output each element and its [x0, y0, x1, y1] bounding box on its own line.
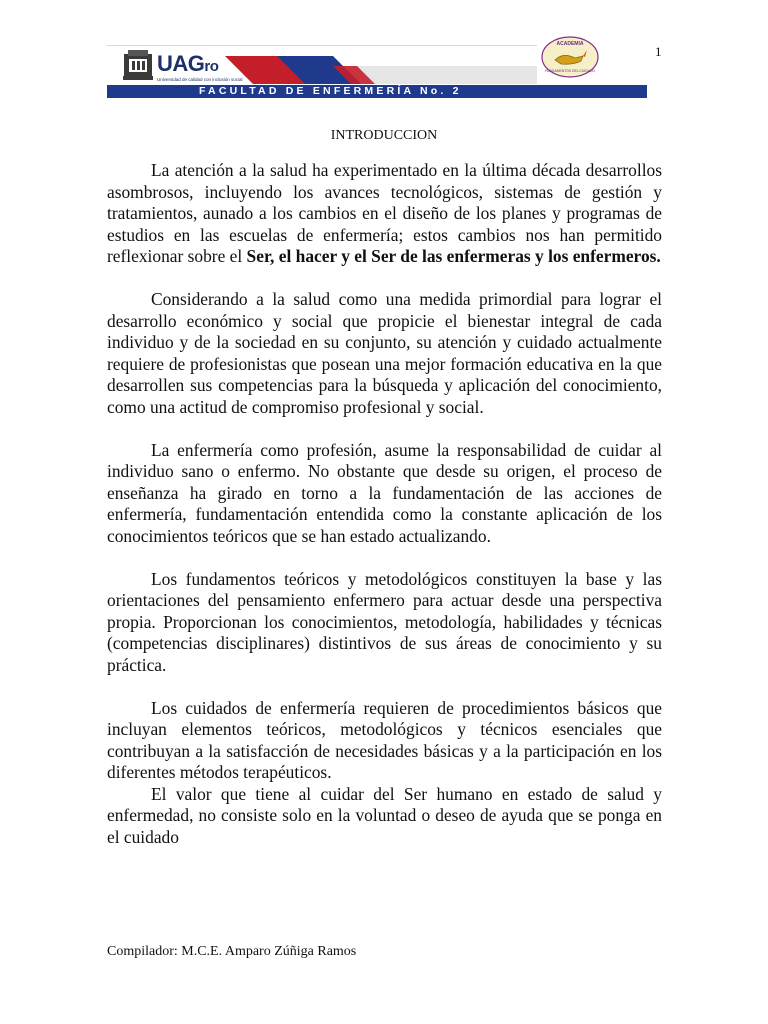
faculty-band — [107, 85, 647, 98]
paragraph-3: La enfermería como profesión, asume la responsabilidad de cuidar al individuo sano o enfermo. No obstante que desde su origen, el proceso de enseñanza ha girado en torno a la fundamentación de las acciones de enfermería, fundamentación entendida como la constante aplicación de los conocimientos teóricos que se han estado actualizando. — [107, 439, 662, 546]
academy-label-bottom: FUNDAMENTOS DEL CUIDADO — [544, 69, 596, 73]
faculty-name: FACULTAD DE ENFERMERÍA No. 2 — [199, 85, 462, 97]
paragraph-6: El valor que tiene al cuidar del Ser humano en estado de salud y enfermedad, no consiste solo en la voluntad o deseo de ayuda que se ponga en el cuidado — [107, 783, 662, 847]
paragraph-2: Considerando a la salud como una medida primordial para lograr el desarrollo económico y social que propicie el bienestar integral de cada individuo y de la sociedad en su conjunto, su atención y cuidado actualmente requiere de profesionistas que posean una mejor formación educativa en la que desarrollen sus competencias para la búsqueda y aplicación del conocimiento, como una actitud de compromiso profesional y social. — [107, 289, 662, 417]
paragraph-1: La atención a la salud ha experimentado en la última década desarrollos asombrosos, incluyendo los avances tecnológicos, sistemas de gestión y tratamientos, aunado a los cambios en el diseño de los planes y programas de estudios en las escuelas de enfermería; estos cambios nos han permitido reflexionar sobre el Ser, el hacer y el Ser de las enfermeras y los enfermeros. — [107, 160, 662, 266]
compiler-footer: Compilador: M.C.E. Amparo Zúñiga Ramos — [107, 944, 357, 959]
logo-wordmark: UAGro — [157, 51, 219, 76]
paragraph-5: Los cuidados de enfermería requieren de procedimientos básicos que incluyan elementos teóricos, metodológicos y técnicos esenciales que contribuyan a la satisfacción de necesidades básicas y a la participación en los diferentes métodos terapéuticos. — [107, 697, 662, 782]
page-title: INTRODUCCION — [330, 128, 438, 143]
paragraph-1-emphasis: Ser, el hacer y el Ser de las enfermeras y los enfermeros. — [246, 246, 661, 266]
document-header — [107, 40, 647, 100]
academy-label-top: ACADEMIA — [556, 41, 584, 47]
university-crest-icon — [121, 48, 155, 82]
paragraph-4: Los fundamentos teóricos y metodológicos constituyen la base y las orientaciones del pensamiento enfermero para actuar desde una perspectiva propia. Proporcionan los conocimientos, metodología, habilidades y técnicas (competencias disciplinares) distintivos de sus áreas de conocimiento y su práctica. — [107, 568, 662, 675]
document-body — [107, 160, 662, 848]
uagro-logo — [121, 48, 243, 86]
logo-tagline: Universidad de calidad con inclusión social — [157, 77, 243, 82]
page-number: 1 — [655, 44, 662, 59]
academy-lamp-logo-icon — [537, 34, 603, 80]
